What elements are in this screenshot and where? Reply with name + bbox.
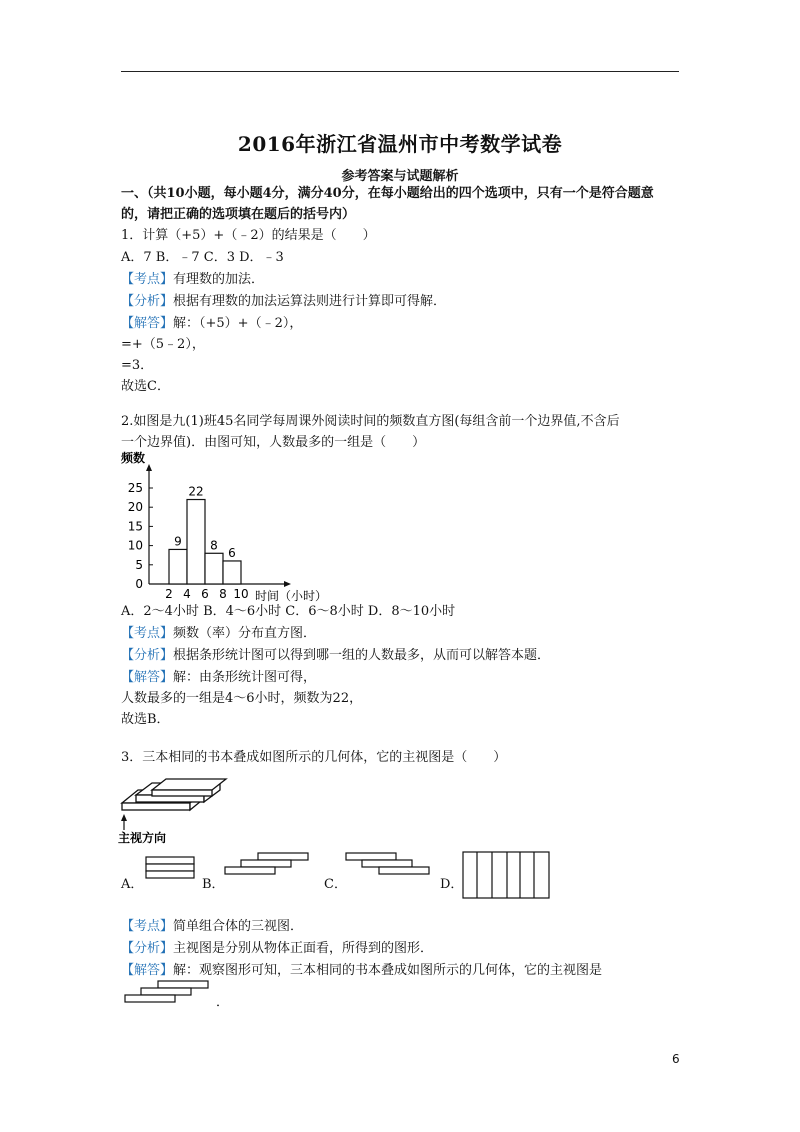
q2-answer: 故选B． — [121, 712, 170, 727]
q2-stem-line1: 2.如图是九(1)班45名同学每周课外阅读时间的频数直方图(每组含前一个边界值,不含后 — [121, 414, 620, 429]
jieda-text: 解：由条形统计图可得， — [173, 670, 317, 685]
q3-end-mark: ． — [216, 995, 230, 1010]
q3-fenxi — [121, 940, 433, 958]
fenxi-text: 主视图是分别从物体正面看，所得到的图形． — [173, 941, 434, 956]
q3-jieda — [121, 962, 602, 980]
x-tick-label: 4 — [183, 587, 191, 601]
q2-kaodian — [121, 625, 316, 643]
histogram-bar — [187, 500, 205, 584]
x-axis-arrow — [284, 581, 291, 587]
chart-ylabel: 频数 — [121, 451, 146, 465]
jieda-text: 解：（+5）+（﹣2）， — [173, 316, 303, 331]
kaodian-text: 频数（率）分布直方图． — [173, 626, 317, 641]
y-tick-label: 5 — [135, 557, 143, 572]
q1-answer: 故选C． — [121, 379, 170, 394]
q1-step2: =3． — [121, 358, 154, 373]
fenxi-tag: 【分析】 — [121, 648, 174, 663]
option-a-figure — [145, 856, 197, 882]
section-heading-line2: 的，请把正确的选项填在题后的括号内） — [121, 207, 356, 222]
header-rule — [121, 71, 679, 72]
bar-value-label: 22 — [188, 484, 204, 499]
q2-fenxi — [121, 647, 550, 665]
kaodian-tag: 【考点】 — [121, 626, 174, 641]
view-direction-label: 主视方向 — [118, 831, 167, 845]
q2-jieda — [121, 669, 316, 687]
q2-options: A．2～4小时 B．4～6小时 C．6～8小时 D．8～10小时 — [121, 604, 456, 619]
q2-step1: 人数最多的一组是4～6小时，频数为22， — [121, 691, 363, 706]
section-heading-line1: 一、（共10小题，每小题4分，满分40分，在每小题给出的四个选项中，只有一个是符合题意 — [121, 186, 654, 201]
histogram-bar — [205, 553, 223, 584]
fenxi-tag: 【分析】 — [121, 941, 174, 956]
option-b-figure — [224, 852, 314, 882]
x-tick-label: 6 — [201, 587, 209, 601]
y-tick-label: 25 — [127, 481, 143, 495]
histogram-chart — [115, 450, 328, 603]
bar-value-label: 9 — [174, 534, 182, 549]
fenxi-text: 根据条形统计图可以得到哪一组的人数最多，从而可以解答本题． — [173, 648, 551, 663]
q1-fenxi — [121, 293, 446, 311]
answer-front-view-figure — [124, 980, 216, 1006]
y-tick-label: 0 — [135, 577, 143, 591]
y-tick-label: 15 — [127, 519, 143, 534]
option-d-figure — [462, 851, 552, 901]
x-tick-label: 2 — [165, 587, 173, 601]
q3-kaodian — [121, 918, 303, 936]
q1-jieda — [121, 315, 302, 333]
bar-value-label: 6 — [228, 545, 236, 560]
q2-stem-line2: 一个边界值)．由图可知，人数最多的一组是（ ） — [121, 435, 426, 450]
stacked-books-figure — [118, 778, 228, 843]
q3-option-b-label: B． — [202, 877, 225, 892]
fenxi-tag: 【分析】 — [121, 294, 174, 309]
q1-kaodian — [121, 271, 264, 289]
fenxi-text: 根据有理数的加法运算法则进行计算即可得解． — [173, 294, 447, 309]
y-tick-label: 10 — [127, 538, 143, 553]
histogram-bar — [169, 549, 187, 584]
q1-stem: 1．计算（+5）+（﹣2）的结果是（ ） — [121, 228, 376, 243]
q3-option-c-label: C． — [324, 877, 347, 892]
page-title: 2016年浙江省温州市中考数学试卷 — [237, 132, 563, 156]
jieda-tag: 【解答】 — [121, 316, 174, 331]
bar-value-label: 8 — [210, 538, 218, 553]
chart-xlabel: 时间（小时） — [255, 589, 328, 603]
jieda-text: 解：观察图形可知，三本相同的书本叠成如图所示的几何体，它的主视图是 — [173, 963, 603, 978]
histogram-bar — [223, 561, 241, 584]
option-c-figure — [345, 852, 435, 882]
q3-stem: 3．三本相同的书本叠成如图所示的几何体，它的主视图是（ ） — [121, 750, 507, 765]
y-axis-arrow — [146, 464, 152, 471]
x-tick-label: 8 — [219, 587, 227, 601]
kaodian-tag: 【考点】 — [121, 272, 174, 287]
kaodian-text: 有理数的加法． — [173, 272, 265, 287]
page-number: 6 — [672, 1052, 680, 1066]
y-tick-label: 20 — [127, 500, 143, 515]
q1-options: A．7 B．﹣7 C．3 D．﹣3 — [121, 250, 284, 265]
page-subtitle: 参考答案与试题解析 — [341, 169, 459, 184]
jieda-tag: 【解答】 — [121, 670, 174, 685]
q3-option-a-label: A． — [121, 877, 144, 892]
kaodian-text: 简单组合体的三视图． — [173, 919, 304, 934]
x-tick-label: 10 — [233, 587, 249, 601]
q3-option-d-label: D． — [440, 877, 464, 892]
q1-step1: =+（5﹣2）， — [121, 337, 205, 352]
jieda-tag: 【解答】 — [121, 963, 174, 978]
kaodian-tag: 【考点】 — [121, 919, 174, 934]
